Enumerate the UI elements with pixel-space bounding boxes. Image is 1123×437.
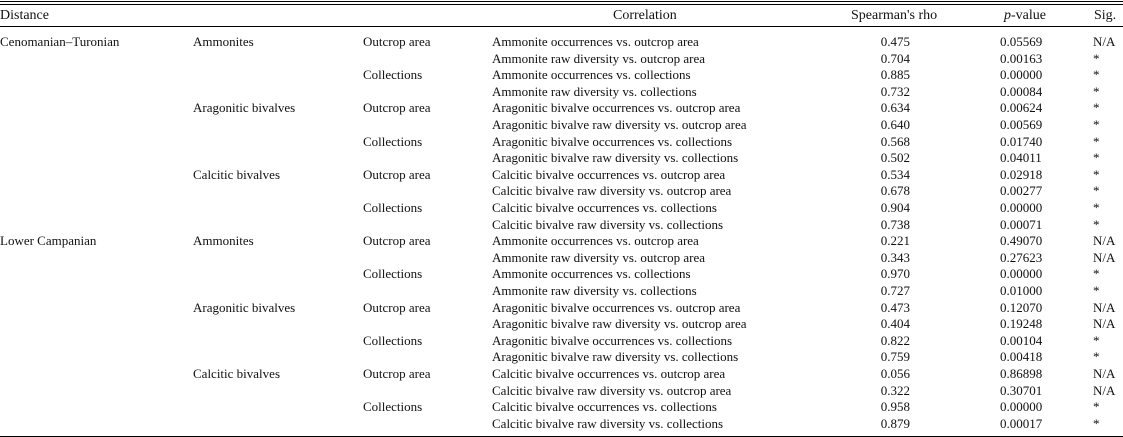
cell-variable: Outcrop area [363, 34, 431, 49]
cell-p-value: 0.30701 [1000, 382, 1043, 398]
cell-taxon: Ammonites [193, 34, 254, 49]
cell-spearmans-rho: 0.885 [880, 67, 910, 83]
header-rule [0, 26, 1123, 27]
cell-significance: * [1093, 117, 1100, 132]
cell-significance: * [1093, 332, 1100, 348]
cell-variable: Collections [363, 399, 423, 415]
cell-significance: * [1093, 266, 1100, 282]
cell-significance: * [1093, 83, 1100, 99]
cell-p-value: 0.01000 [1000, 283, 1043, 298]
cell-distance: Cenomanian–Turonian [0, 34, 120, 49]
cell-correlation: Ammonite raw diversity vs. collections [492, 283, 697, 298]
cell-spearmans-rho: 0.727 [880, 283, 910, 298]
cell-p-value: 0.05569 [1000, 34, 1043, 49]
cell-significance: * [1093, 183, 1100, 199]
cell-significance: * [1093, 399, 1100, 415]
cell-correlation: Ammonite occurrences vs. outcrop area [492, 34, 699, 49]
cell-p-value: 0.01740 [1000, 133, 1043, 149]
cell-p-value: 0.00071 [1000, 216, 1043, 232]
cell-significance: N/A [1093, 249, 1116, 265]
top-rule-second [0, 4, 1123, 5]
cell-correlation: Calcitic bivalve occurrences vs. outcrop area [492, 366, 726, 381]
cell-spearmans-rho: 0.221 [880, 233, 910, 249]
cell-variable: Collections [363, 266, 423, 282]
cell-variable: Outcrop area [363, 299, 431, 315]
cell-correlation: Ammonite raw diversity vs. collections [492, 83, 697, 99]
cell-correlation: Calcitic bivalve occurrences vs. outcrop area [492, 166, 726, 182]
cell-variable: Collections [363, 200, 423, 215]
cell-spearmans-rho: 0.678 [880, 183, 910, 199]
cell-spearmans-rho: 0.704 [880, 50, 910, 66]
cell-spearmans-rho: 0.822 [880, 332, 910, 348]
header-p-value [1004, 8, 1046, 24]
cell-correlation: Aragonitic bivalve raw diversity vs. collections [492, 349, 739, 365]
cell-significance: N/A [1093, 34, 1116, 49]
cell-p-value: 0.04011 [1000, 150, 1042, 166]
cell-p-value: 0.00000 [1000, 67, 1043, 83]
cell-p-value: 0.00624 [1000, 100, 1043, 116]
cell-p-value: 0.00000 [1000, 200, 1043, 215]
cell-significance: * [1093, 415, 1100, 431]
cell-p-value: 0.00277 [1000, 183, 1043, 199]
cell-correlation: Ammonite raw diversity vs. outcrop area [492, 50, 705, 66]
cell-variable: Collections [363, 133, 423, 149]
cell-significance: * [1093, 349, 1100, 365]
cell-distance: Lower Campanian [0, 233, 97, 249]
cell-significance: * [1093, 200, 1100, 215]
cell-correlation: Aragonitic bivalve occurrences vs. collections [492, 332, 733, 348]
header-p-italic: p [1004, 8, 1011, 23]
cell-variable: Outcrop area [363, 100, 431, 116]
cell-variable: Collections [363, 67, 423, 83]
cell-spearmans-rho: 0.634 [880, 100, 910, 116]
cell-p-value: 0.00084 [1000, 83, 1043, 99]
cell-correlation: Aragonitic bivalve occurrences vs. outcrop area [492, 100, 741, 116]
cell-spearmans-rho: 0.534 [880, 166, 910, 182]
cell-taxon: Calcitic bivalves [193, 366, 281, 381]
cell-variable: Outcrop area [363, 233, 431, 249]
cell-significance: * [1093, 50, 1100, 66]
cell-taxon: Ammonites [193, 233, 254, 249]
cell-significance: * [1093, 166, 1100, 182]
cell-spearmans-rho: 0.568 [880, 133, 910, 149]
cell-significance: * [1093, 100, 1100, 116]
cell-taxon: Calcitic bivalves [193, 166, 281, 182]
header-correlation: Correlation [613, 8, 677, 23]
cell-significance: * [1093, 67, 1100, 83]
cell-p-value: 0.12070 [1000, 299, 1043, 315]
cell-correlation: Calcitic bivalve raw diversity vs. collections [492, 216, 724, 232]
cell-p-value: 0.00000 [1000, 266, 1043, 282]
cell-spearmans-rho: 0.640 [880, 117, 910, 132]
cell-p-value: 0.02918 [1000, 166, 1043, 182]
cell-spearmans-rho: 0.473 [880, 299, 910, 315]
cell-spearmans-rho: 0.475 [880, 34, 910, 49]
cell-correlation: Aragonitic bivalve occurrences vs. outcrop area [492, 299, 741, 315]
cell-significance: * [1093, 133, 1100, 149]
cell-p-value: 0.00418 [1000, 349, 1043, 365]
cell-significance: * [1093, 283, 1100, 298]
cell-taxon: Aragonitic bivalves [193, 100, 296, 116]
cell-p-value: 0.86898 [1000, 366, 1043, 381]
header-distance: Distance [0, 8, 49, 23]
cell-correlation: Ammonite occurrences vs. outcrop area [492, 233, 699, 249]
cell-spearmans-rho: 0.732 [880, 83, 910, 99]
cell-spearmans-rho: 0.970 [880, 266, 910, 282]
cell-spearmans-rho: 0.343 [880, 249, 910, 265]
cell-variable: Outcrop area [363, 166, 431, 182]
cell-p-value: 0.00000 [1000, 399, 1043, 415]
cell-spearmans-rho: 0.738 [880, 216, 910, 232]
cell-correlation: Calcitic bivalve occurrences vs. collections [492, 399, 717, 415]
cell-variable: Collections [363, 332, 423, 348]
cell-correlation: Calcitic bivalve occurrences vs. collections [492, 200, 717, 215]
cell-significance: N/A [1093, 316, 1116, 332]
cell-significance: * [1093, 216, 1100, 232]
cell-p-value: 0.00569 [1000, 117, 1043, 132]
cell-spearmans-rho: 0.759 [880, 349, 910, 365]
cell-correlation: Ammonite occurrences vs. collections [492, 67, 691, 83]
cell-spearmans-rho: 0.904 [880, 200, 910, 215]
cell-p-value: 0.00163 [1000, 50, 1043, 66]
cell-p-value: 0.19248 [1000, 316, 1043, 332]
cell-correlation: Ammonite raw diversity vs. outcrop area [492, 249, 705, 265]
cell-variable: Outcrop area [363, 366, 431, 381]
cell-correlation: Calcitic bivalve raw diversity vs. collections [492, 415, 724, 431]
cell-significance: N/A [1093, 299, 1116, 315]
cell-significance: N/A [1093, 366, 1116, 381]
cell-significance: N/A [1093, 382, 1116, 398]
cell-p-value: 0.00104 [1000, 332, 1043, 348]
cell-p-value: 0.00017 [1000, 415, 1043, 431]
cell-correlation: Aragonitic bivalve raw diversity vs. collections [492, 150, 739, 166]
header-significance: Sig. [1094, 8, 1117, 23]
header-p-suffix: -value [1011, 8, 1046, 23]
header-spearmans-rho: Spearman's rho [851, 8, 938, 23]
cell-spearmans-rho: 0.502 [880, 150, 910, 166]
cell-significance: * [1093, 150, 1100, 166]
top-rule [0, 1, 1123, 2]
cell-spearmans-rho: 0.322 [880, 382, 910, 398]
cell-correlation: Calcitic bivalve raw diversity vs. outcrop area [492, 183, 732, 199]
cell-spearmans-rho: 0.056 [880, 366, 910, 381]
cell-correlation: Ammonite occurrences vs. collections [492, 266, 691, 282]
cell-correlation: Aragonitic bivalve raw diversity vs. outcrop area [492, 316, 747, 332]
cell-p-value: 0.49070 [1000, 233, 1043, 249]
cell-spearmans-rho: 0.879 [880, 415, 910, 431]
cell-taxon: Aragonitic bivalves [193, 299, 296, 315]
cell-spearmans-rho: 0.404 [880, 316, 910, 332]
cell-significance: N/A [1093, 233, 1116, 249]
cell-correlation: Aragonitic bivalve raw diversity vs. outcrop area [492, 117, 747, 132]
cell-spearmans-rho: 0.958 [880, 399, 910, 415]
cell-correlation: Aragonitic bivalve occurrences vs. collections [492, 133, 733, 149]
cell-correlation: Calcitic bivalve raw diversity vs. outcrop area [492, 382, 732, 398]
cell-p-value: 0.27623 [1000, 249, 1043, 265]
